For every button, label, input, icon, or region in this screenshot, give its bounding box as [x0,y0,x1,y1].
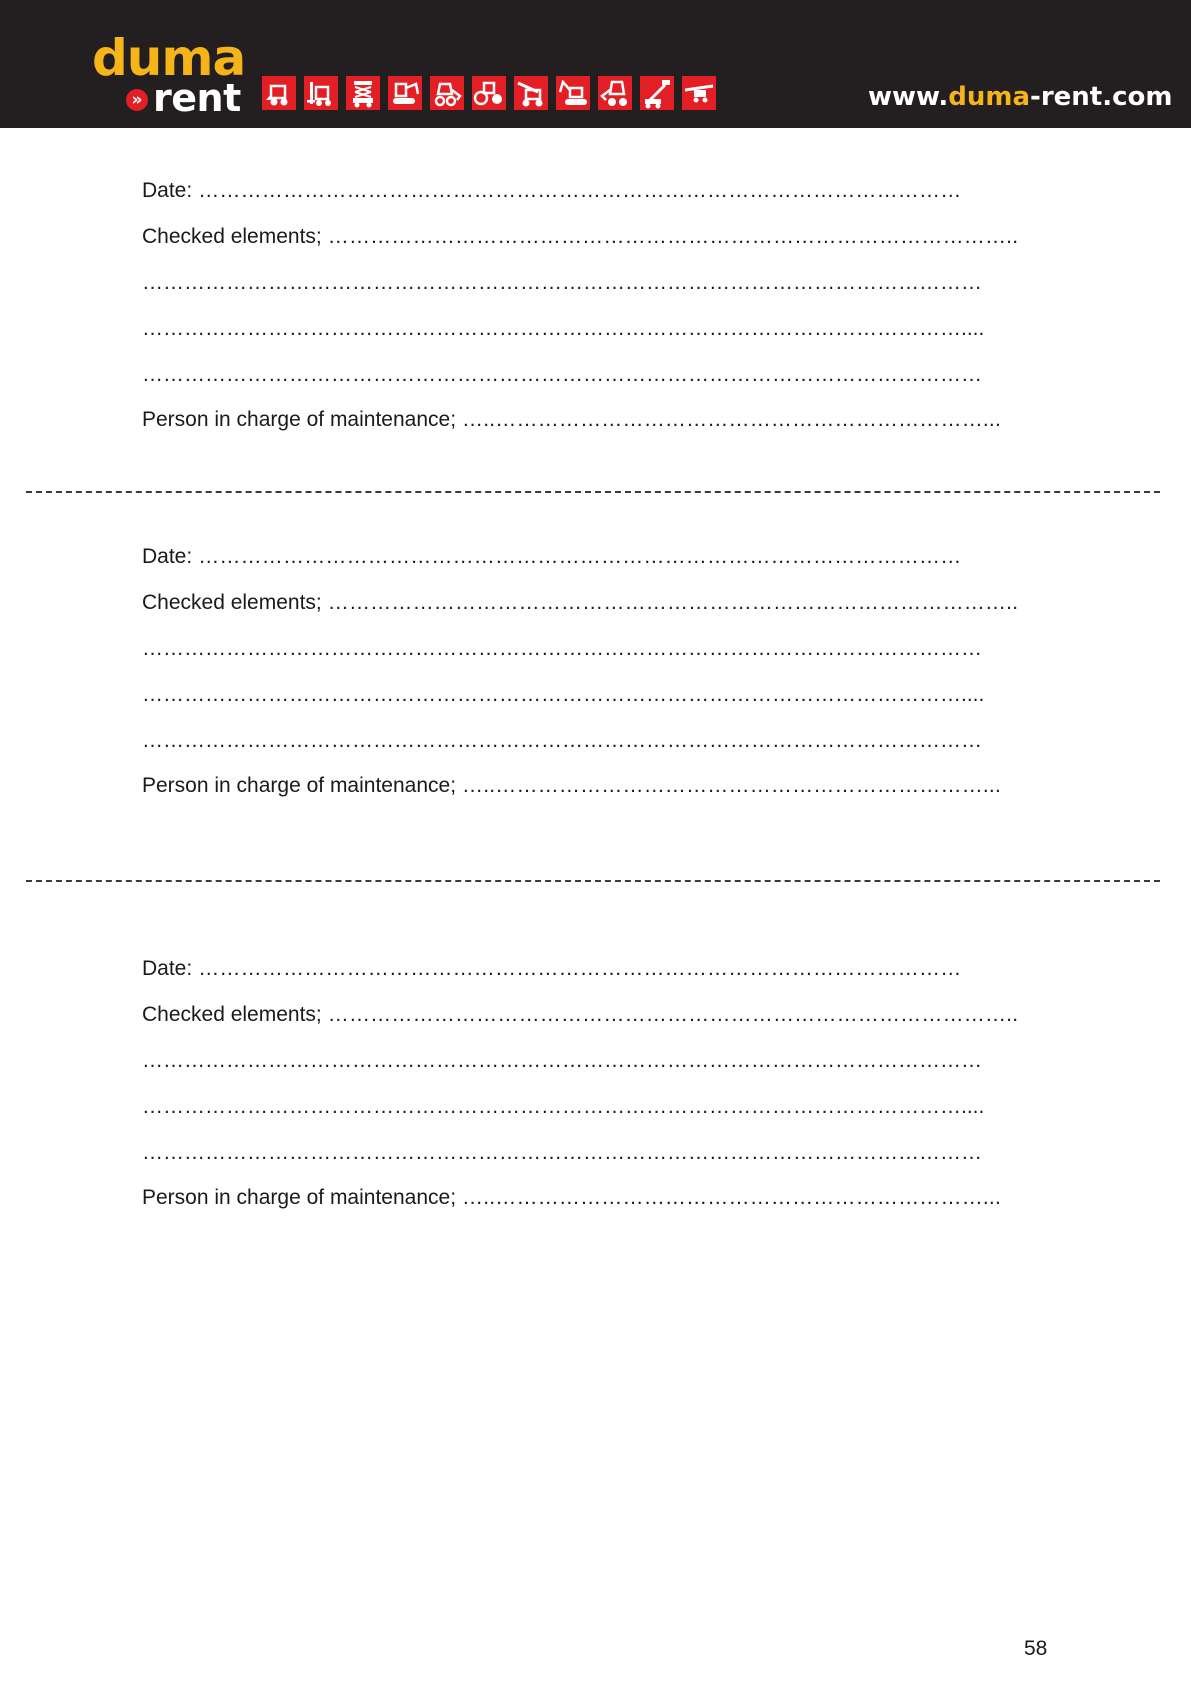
date-label: Date: [142,957,193,980]
checked-elements-row [142,224,1018,250]
blank-line[interactable]: ………………………………………………………………………………………………………… [142,729,982,752]
date-row [142,956,961,982]
checked-elements-field[interactable]: …………………………………………………………………………………….. [327,591,1019,614]
person-in-charge-label: Person in charge of maintenance; [142,408,457,431]
blank-line[interactable]: ……………………………………………………………………………………………………….... [142,683,985,706]
roller-icon [472,76,506,110]
website-suffix: -rent.com [1030,82,1173,112]
person-in-charge-row [142,1185,1001,1211]
blank-line[interactable]: ………………………………………………………………………………………………………… [142,1049,982,1072]
skid-steer-loader-icon [262,76,296,110]
blank-line[interactable]: ………………………………………………………………………………………………………… [142,637,982,660]
logo-duma-text: duma [92,29,246,87]
person-in-charge-field[interactable]: …..……………………………………………………………... [462,408,1002,431]
person-in-charge-field[interactable]: …..……………………………………………………………... [462,1186,1002,1209]
date-label: Date: [142,545,193,568]
person-in-charge-row [142,773,1001,799]
checked-elements-label: Checked elements; [142,225,322,248]
person-in-charge-label: Person in charge of maintenance; [142,774,457,797]
cut-line-separator [26,491,1160,493]
excavator-icon [556,76,590,110]
telehandler-icon [514,76,548,110]
checked-elements-field[interactable]: …………………………………………………………………………………….. [327,225,1019,248]
blank-line[interactable]: ………………………………………………………………………………………………………… [142,271,982,294]
page-number: 58 [1024,1637,1048,1660]
wheel-loader-icon [598,76,632,110]
blank-line[interactable]: ……………………………………………………………………………………………………….... [142,1095,985,1118]
cut-line-separator [26,880,1160,882]
website-brand: duma [948,82,1031,112]
date-field[interactable]: ……………………………………………………………………………………………… [198,957,962,980]
website-url[interactable] [868,80,1172,114]
checked-elements-row [142,1002,1018,1028]
date-row [142,544,961,570]
person-in-charge-field[interactable]: …..……………………………………………………………... [462,774,1002,797]
person-in-charge-row [142,407,1001,433]
date-row [142,178,961,204]
logo-arrow-icon: » [126,89,148,111]
scissor-lift-icon [346,76,380,110]
aerial-platform-icon [682,76,716,110]
date-field[interactable]: ……………………………………………………………………………………………… [198,545,962,568]
page-header [0,0,1191,128]
forklift-icon [304,76,338,110]
blank-line[interactable]: ………………………………………………………………………………………………………… [142,1141,982,1164]
website-prefix: www. [868,82,949,112]
checked-elements-field[interactable]: …………………………………………………………………………………….. [327,1003,1019,1026]
mini-excavator-icon [388,76,422,110]
compact-loader-icon [430,76,464,110]
person-in-charge-label: Person in charge of maintenance; [142,1186,457,1209]
blank-line[interactable]: ……………………………………………………………………………………………………….... [142,317,985,340]
checked-elements-row [142,590,1018,616]
boom-lift-icon [640,76,674,110]
date-label: Date: [142,179,193,202]
checked-elements-label: Checked elements; [142,1003,322,1026]
blank-line[interactable]: ………………………………………………………………………………………………………… [142,363,982,386]
checked-elements-label: Checked elements; [142,591,322,614]
date-field[interactable]: ……………………………………………………………………………………………… [198,179,962,202]
logo-rent-text: rent [153,76,241,120]
